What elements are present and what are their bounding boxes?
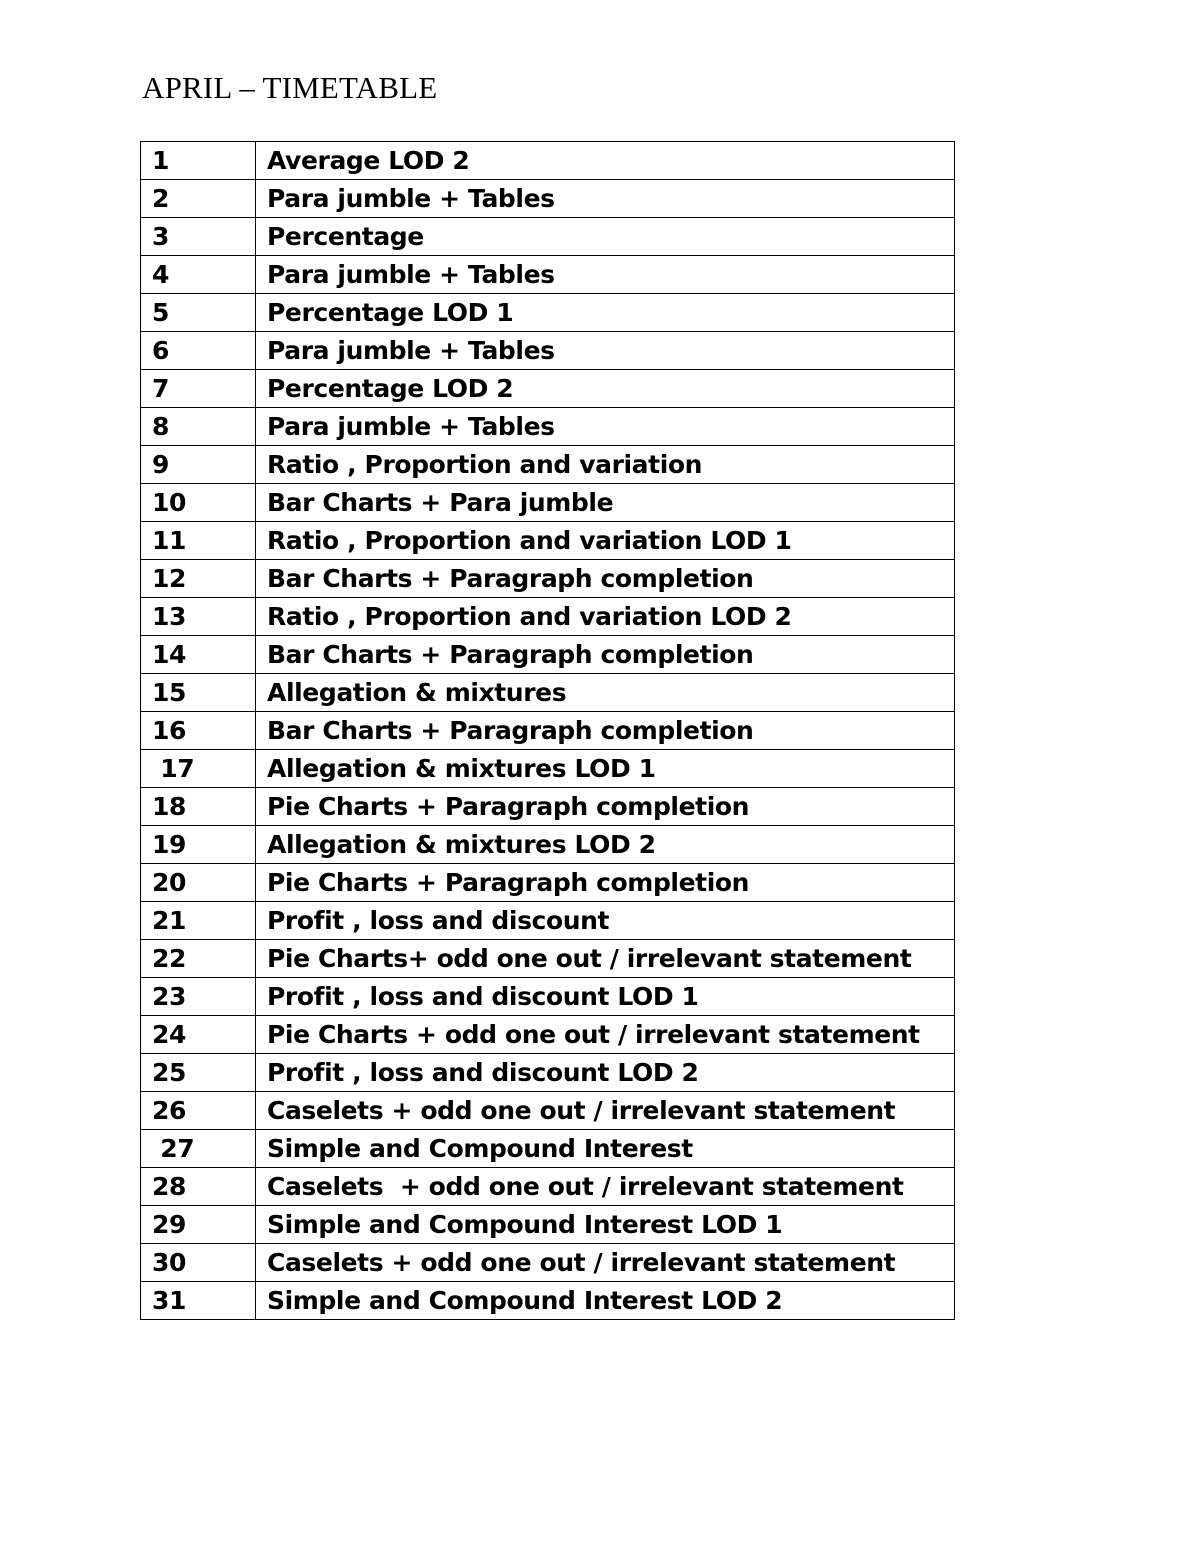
day-number-cell: 17 (141, 750, 256, 788)
day-number-cell: 23 (141, 978, 256, 1016)
topic-cell: Para jumble + Tables (256, 256, 955, 294)
topic-cell: Simple and Compound Interest LOD 2 (256, 1282, 955, 1320)
table-row (141, 978, 955, 1016)
table-row (141, 370, 955, 408)
table-row (141, 940, 955, 978)
table-row (141, 902, 955, 940)
day-number-cell: 5 (141, 294, 256, 332)
day-number-cell: 14 (141, 636, 256, 674)
topic-cell: Pie Charts+ odd one out / irrelevant statement (256, 940, 955, 978)
day-number-cell: 11 (141, 522, 256, 560)
day-number-cell: 2 (141, 180, 256, 218)
table-row (141, 1244, 955, 1282)
table-row (141, 864, 955, 902)
table-row (141, 598, 955, 636)
table-row (141, 142, 955, 180)
topic-cell: Caselets + odd one out / irrelevant statement (256, 1168, 955, 1206)
day-number-cell: 13 (141, 598, 256, 636)
table-row (141, 674, 955, 712)
topic-cell: Average LOD 2 (256, 142, 955, 180)
topic-cell: Caselets + odd one out / irrelevant statement (256, 1092, 955, 1130)
day-number-cell: 26 (141, 1092, 256, 1130)
topic-cell: Simple and Compound Interest LOD 1 (256, 1206, 955, 1244)
topic-cell: Allegation & mixtures (256, 674, 955, 712)
table-row (141, 1168, 955, 1206)
table-row (141, 446, 955, 484)
day-number-cell: 12 (141, 560, 256, 598)
topic-cell: Bar Charts + Para jumble (256, 484, 955, 522)
topic-cell: Simple and Compound Interest (256, 1130, 955, 1168)
topic-cell: Bar Charts + Paragraph completion (256, 636, 955, 674)
table-row (141, 180, 955, 218)
day-number-cell: 27 (141, 1130, 256, 1168)
table-row (141, 826, 955, 864)
topic-cell: Profit , loss and discount LOD 1 (256, 978, 955, 1016)
table-row (141, 522, 955, 560)
timetable (140, 141, 955, 1320)
topic-cell: Caselets + odd one out / irrelevant statement (256, 1244, 955, 1282)
day-number-cell: 31 (141, 1282, 256, 1320)
table-row (141, 788, 955, 826)
day-number-cell: 18 (141, 788, 256, 826)
topic-cell: Percentage LOD 1 (256, 294, 955, 332)
day-number-cell: 9 (141, 446, 256, 484)
topic-cell: Ratio , Proportion and variation LOD 2 (256, 598, 955, 636)
table-row (141, 332, 955, 370)
topic-cell: Para jumble + Tables (256, 180, 955, 218)
day-number-cell: 24 (141, 1016, 256, 1054)
table-row (141, 1130, 955, 1168)
day-number-cell: 16 (141, 712, 256, 750)
topic-cell: Para jumble + Tables (256, 332, 955, 370)
day-number-cell: 25 (141, 1054, 256, 1092)
topic-cell: Bar Charts + Paragraph completion (256, 560, 955, 598)
table-row (141, 1282, 955, 1320)
table-row (141, 1054, 955, 1092)
table-row (141, 636, 955, 674)
day-number-cell: 19 (141, 826, 256, 864)
table-row (141, 484, 955, 522)
day-number-cell: 8 (141, 408, 256, 446)
day-number-cell: 10 (141, 484, 256, 522)
topic-cell: Pie Charts + Paragraph completion (256, 788, 955, 826)
table-row (141, 408, 955, 446)
table-row (141, 750, 955, 788)
day-number-cell: 21 (141, 902, 256, 940)
topic-cell: Bar Charts + Paragraph completion (256, 712, 955, 750)
topic-cell: Profit , loss and discount LOD 2 (256, 1054, 955, 1092)
topic-cell: Percentage (256, 218, 955, 256)
topic-cell: Profit , loss and discount (256, 902, 955, 940)
day-number-cell: 15 (141, 674, 256, 712)
topic-cell: Pie Charts + Paragraph completion (256, 864, 955, 902)
table-row (141, 1206, 955, 1244)
table-row (141, 1016, 955, 1054)
day-number-cell: 20 (141, 864, 256, 902)
day-number-cell: 30 (141, 1244, 256, 1282)
day-number-cell: 22 (141, 940, 256, 978)
topic-cell: Ratio , Proportion and variation LOD 1 (256, 522, 955, 560)
day-number-cell: 4 (141, 256, 256, 294)
table-row (141, 560, 955, 598)
day-number-cell: 6 (141, 332, 256, 370)
day-number-cell: 3 (141, 218, 256, 256)
table-row (141, 294, 955, 332)
day-number-cell: 1 (141, 142, 256, 180)
topic-cell: Allegation & mixtures LOD 2 (256, 826, 955, 864)
timetable-body (141, 142, 955, 1320)
day-number-cell: 29 (141, 1206, 256, 1244)
day-number-cell: 28 (141, 1168, 256, 1206)
topic-cell: Para jumble + Tables (256, 408, 955, 446)
topic-cell: Pie Charts + odd one out / irrelevant statement (256, 1016, 955, 1054)
page-title: APRIL – TIMETABLE (142, 70, 438, 105)
topic-cell: Ratio , Proportion and variation (256, 446, 955, 484)
table-row (141, 256, 955, 294)
day-number-cell: 7 (141, 370, 256, 408)
table-row (141, 218, 955, 256)
table-row (141, 1092, 955, 1130)
topic-cell: Allegation & mixtures LOD 1 (256, 750, 955, 788)
topic-cell: Percentage LOD 2 (256, 370, 955, 408)
table-row (141, 712, 955, 750)
